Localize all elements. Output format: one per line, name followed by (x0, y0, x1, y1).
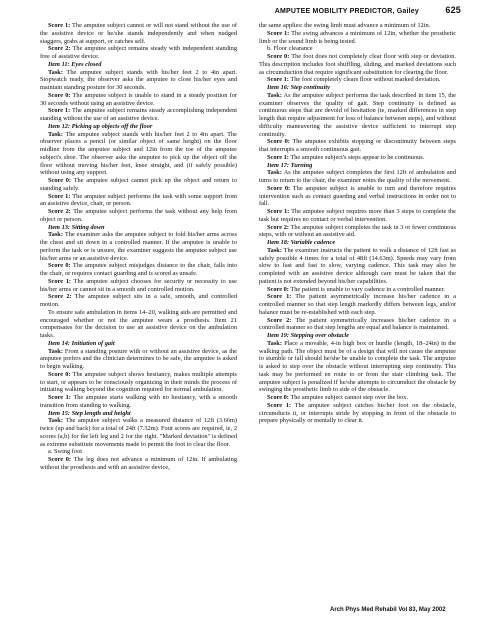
paragraph (259, 92, 456, 139)
paragraph-text: The patient asymmetrically increase his/her cadence in a controlled manner so that step length markedly differs between legs, and/or balance must be re-established with each step. (259, 293, 456, 316)
score-label: Score 0: (267, 184, 291, 192)
score-label: Task: (48, 417, 63, 425)
paragraph (40, 22, 237, 45)
score-label: Task: (48, 68, 63, 76)
paragraph-text: As the amputee subject performs the task described in item 15, the examiner observes the quality of gait. Step continuity is defined as continuous steps that are devoid of hesitation (ie, marked differences in step length that require adjustment for loss of balance between steps), and without difficulty maneuvering the assistive device sufficient to interrupt step continuity. (259, 91, 456, 138)
paragraph (259, 53, 456, 76)
score-label: Score 0: (267, 53, 290, 60)
score-label: Task: (48, 130, 63, 138)
score-label: Score 0: (48, 177, 72, 184)
paragraph (40, 293, 237, 309)
paragraph-text: The amputee subject remains steady accomplishing independent standing without the use of an assistive device. (40, 107, 237, 122)
paragraph (259, 340, 456, 394)
paragraph-text: The amputee subject is unable to stand in a steady position for 30 seconds without using an assistive device. (40, 91, 238, 107)
score-label: Score 1: (267, 208, 290, 215)
score-label: Score 2: (267, 223, 289, 231)
paragraph-text: The amputee subject misjudges distance to the chair, falls into the chair, or requires contact guarding and is scored as unsafe. (40, 262, 238, 277)
item-heading: Item 12: Picking up objects off the floor (48, 122, 153, 130)
score-label: Score 0: (267, 138, 290, 146)
paragraph (259, 293, 456, 316)
paragraph-text: The amputee subject performs the task without any help from object or person. (40, 208, 238, 223)
score-label: Score 2: (48, 293, 72, 301)
score-label: Score 1: (267, 153, 289, 161)
subheading: a. Swing foot (48, 448, 83, 456)
score-label: Task: (267, 91, 282, 99)
score-label: Score 0: (48, 91, 71, 99)
score-label: Task: (48, 231, 63, 239)
paragraph-text: The leg does not advance a minimum of 12in. If ambulating without the prosthesis and with an assistive device, (40, 456, 238, 471)
running-header (40, 6, 461, 20)
paragraph (40, 417, 237, 448)
paragraph (259, 30, 456, 46)
paragraph (40, 107, 237, 123)
score-label: Score 1: (48, 192, 71, 200)
item-heading: Item 15: Step length and height (48, 409, 131, 417)
paragraph-text: The amputee subject performs the task with some support from an assistive device, chair, or person. (40, 192, 237, 208)
paragraph (259, 286, 456, 294)
paragraph-text: The examiner asks the amputee subject to fold his/her arms across the chest and sit down in a controlled manner. If the amputee is unable to perform the task or is unsure, the examiner suggests the amputee subject use his/her arms or an assistive device. (40, 231, 237, 262)
paragraph (40, 92, 237, 108)
paragraph-text: Place a movable, 4-in high box or hurdle (length, 18–24in) in the walking path. The object must be of a design that will not cause the amputee to stumble or fall should he/she be unable to complete the task. The amputee is asked to step over the obstacle without interrupting step continuity. This task may be performed en route to or from the stair climbing task. The amputee subject is penalized if he/she attempts to circumduct the obstacle by swinging the prosthetic limb to side of the obstacle. (259, 339, 456, 394)
right-column (259, 22, 456, 425)
score-label: Task: (267, 246, 282, 254)
paragraph-text: To ensure safe ambulation in items 14–20, walking aids are permitted and encouraged whether or not the amputee wears a prosthesis. Item 21 compensates for the decision to use an assistive device on the ambulation tasks. (40, 308, 237, 339)
paragraph-text: The amputee subject walks a measured distance of 12ft (3.66m) twice (up and back) for a total of 24ft (7.32m). Four scores are required, ie, 2 scores (a,b) for the left leg and 2 for the right. "Marked deviation" is defined as extreme substitute movements made to permit the foot to clear the floor. (40, 417, 237, 448)
paragraph-text: As the amputee subject completes the first 12ft of ambulation and turns to return to the chair, the examiner notes the quality of the movement. (259, 169, 456, 184)
score-label: Score 1: (48, 107, 71, 115)
score-label: Score 0: (267, 285, 289, 293)
left-column (40, 22, 237, 472)
paragraph-text: The amputee subject cannot or will not stand without the use of the assistive device or he/she stands independently and when nudged staggers, grabs at support, or catches self. (40, 22, 238, 45)
score-label: Score 2: (267, 316, 292, 324)
paragraph (259, 22, 456, 30)
item-heading: Item 11: Eyes closed (48, 60, 102, 68)
score-label: Score 1: (48, 22, 71, 29)
paragraph (40, 208, 237, 224)
paragraph (259, 402, 456, 425)
paragraph-text: The amputee subject chooses for security or necessity to use his/her arms or cannot sit in a smooth and controlled motion. (40, 277, 237, 293)
paragraph-text: The swing advances a minimum of 12in, whether the prosthetic limb or the sound limb is being tested. (259, 29, 457, 45)
score-label: Score 1: (267, 401, 292, 409)
score-label: Score 1: (267, 29, 290, 37)
item-heading: Item 19: Stepping over obstacle (267, 332, 350, 339)
paragraph-text: The amputee subject completes the task in 3 or fewer continuous steps, with or without an assistive aid. (259, 223, 456, 239)
score-label: Score 1: (48, 394, 71, 401)
score-label: Score 1: (48, 277, 72, 285)
item-heading: Item 17: Turning (267, 161, 313, 169)
paragraph-text: The amputee subject is unable to turn and therefore requires intervention such as contact guarding and verbal instructions in order not to fall. (259, 184, 456, 208)
paragraph (40, 262, 237, 278)
item-heading: Item 13: Sitting down (48, 223, 105, 231)
paragraph-text: The patient symmetrically increases his/her cadence in a controlled manner so that step lengths are equal and balance is maintained. (259, 316, 456, 332)
paragraph-text: The amputee starts walking with no hesitancy, with a smooth transition from standing to walking. (40, 394, 237, 409)
paragraph (40, 231, 237, 262)
score-label: Task: (267, 339, 282, 347)
paragraph-text: The amputee subject cannot step over the box. (288, 394, 409, 401)
item-heading: Item 16: Step continuity (267, 84, 330, 91)
paragraph (40, 193, 237, 209)
score-label: Score 2: (48, 45, 71, 53)
paragraph-text: The amputee subject stands with his/her feet 2 to 4in apart. Stopwatch ready, the observer asks the amputee to close his/her eyes and maintain standing posture for 30 seconds. (40, 68, 237, 91)
paragraph-text: The amputee subject cannot pick up the object and return to standing safely. (40, 177, 237, 192)
paragraph-text: The foot completely clears floor without marked deviation. (288, 76, 441, 84)
paragraph (259, 317, 456, 333)
paragraph (40, 278, 237, 294)
paragraph (259, 247, 456, 286)
paragraph-text: The amputee exhibits stopping or discontinuity between steps that interrupts a smooth continuous gait. (259, 138, 456, 153)
paragraph (40, 394, 237, 410)
paragraph-text: The amputee subject catches his/her foot on the obstacle, circumducts it, or interrupts stride by stopping in front of the obstacle to prepare physically or mentally to clear it. (259, 401, 457, 425)
journal-footer: Arch Phys Med Rehabil Vol 83, May 2002 (330, 607, 446, 613)
subheading: b. Floor clearance (267, 45, 313, 53)
paragraph (40, 69, 237, 92)
paragraph (259, 394, 456, 402)
paragraph (40, 348, 237, 371)
score-label: Score 0: (48, 456, 72, 463)
score-label: Score 1: (267, 76, 289, 84)
paragraph-text: The amputee subject shows hesitancy, makes multiple attempts to start, or appears to be consciously organizing in their minds the process of initiating walking beyond the cognition required for normal ambulation. (40, 370, 237, 394)
paragraph-text: the same applies: the swing limb must advance a minimum of 12in. (259, 22, 431, 29)
paragraph (259, 208, 456, 224)
paragraph (259, 138, 456, 154)
paragraph (259, 169, 456, 185)
score-label: Task: (48, 347, 63, 355)
paragraph (259, 76, 456, 84)
paragraph-text: The amputee subject's steps appear to be continuous. (288, 153, 425, 161)
running-title: AMPUTEE MOBILITY PREDICTOR, Gailey (274, 8, 419, 15)
paragraph (40, 45, 237, 61)
paragraph-text: The amputee subject remains steady with independent standing free of assistive device. (40, 45, 237, 60)
paragraph-text: The examiner instructs the patient to walk a distance of 12ft fast as safely possible 4 times for a total of 48ft (14.63m). Speeds may vary from slow to fast and fast to slow, varying cadence. This task may also be completed with an assistive device although care must be taken that the patient is not extended beyond his/her capabilities. (259, 246, 456, 285)
paragraph (40, 456, 237, 472)
score-label: Score 0: (267, 394, 289, 401)
paragraph-text: The amputee subject sits in a safe, smooth, and controlled motion. (40, 293, 237, 308)
paragraph (40, 309, 237, 340)
paragraph (259, 224, 456, 240)
score-label: Score 2: (48, 208, 71, 215)
item-heading: Item 14: Initiation of gait (48, 339, 115, 347)
paragraph (259, 154, 456, 162)
score-label: Score 0: (48, 370, 71, 378)
page-number: 625 (445, 5, 461, 15)
paragraph (40, 177, 237, 193)
paragraph-text: The amputee subject stands with his/her feet 2 to 4in apart. The observer places a pencil (or similar object of same height) on the floor midline from the amputee subject and 12in from the toe of the amputee subject's shoe. The observer asks the amputee to pick up the object off the floor without moving his/her feet, knee straight, and (if safely possible) without using any support. (40, 130, 237, 177)
item-heading: Item 18: Variable cadence (267, 239, 336, 246)
score-label: Task: (267, 169, 282, 177)
score-label: Score 1: (267, 293, 292, 301)
paragraph (40, 371, 237, 394)
score-label: Score 0: (48, 262, 71, 270)
paragraph-text: The patient is unable to vary cadence in a controlled manner. (288, 285, 445, 293)
paragraph-text: The amputee subject requires more than 3 steps to complete the task but requires no contact or verbal intervention. (259, 208, 456, 223)
paragraph-text: The foot does not completely clear floor with step or deviation. This description includes foot shuffling, sliding, and marked deviations such as circumduction that require significant substitution for clearing the floor. (259, 53, 456, 76)
paragraph (40, 131, 237, 178)
paragraph-text: From a standing posture with or without an assistive device, as the amputee prefers and the clinician determines to be safe, the amputee is asked to begin walking. (40, 347, 237, 370)
paragraph (259, 185, 456, 208)
